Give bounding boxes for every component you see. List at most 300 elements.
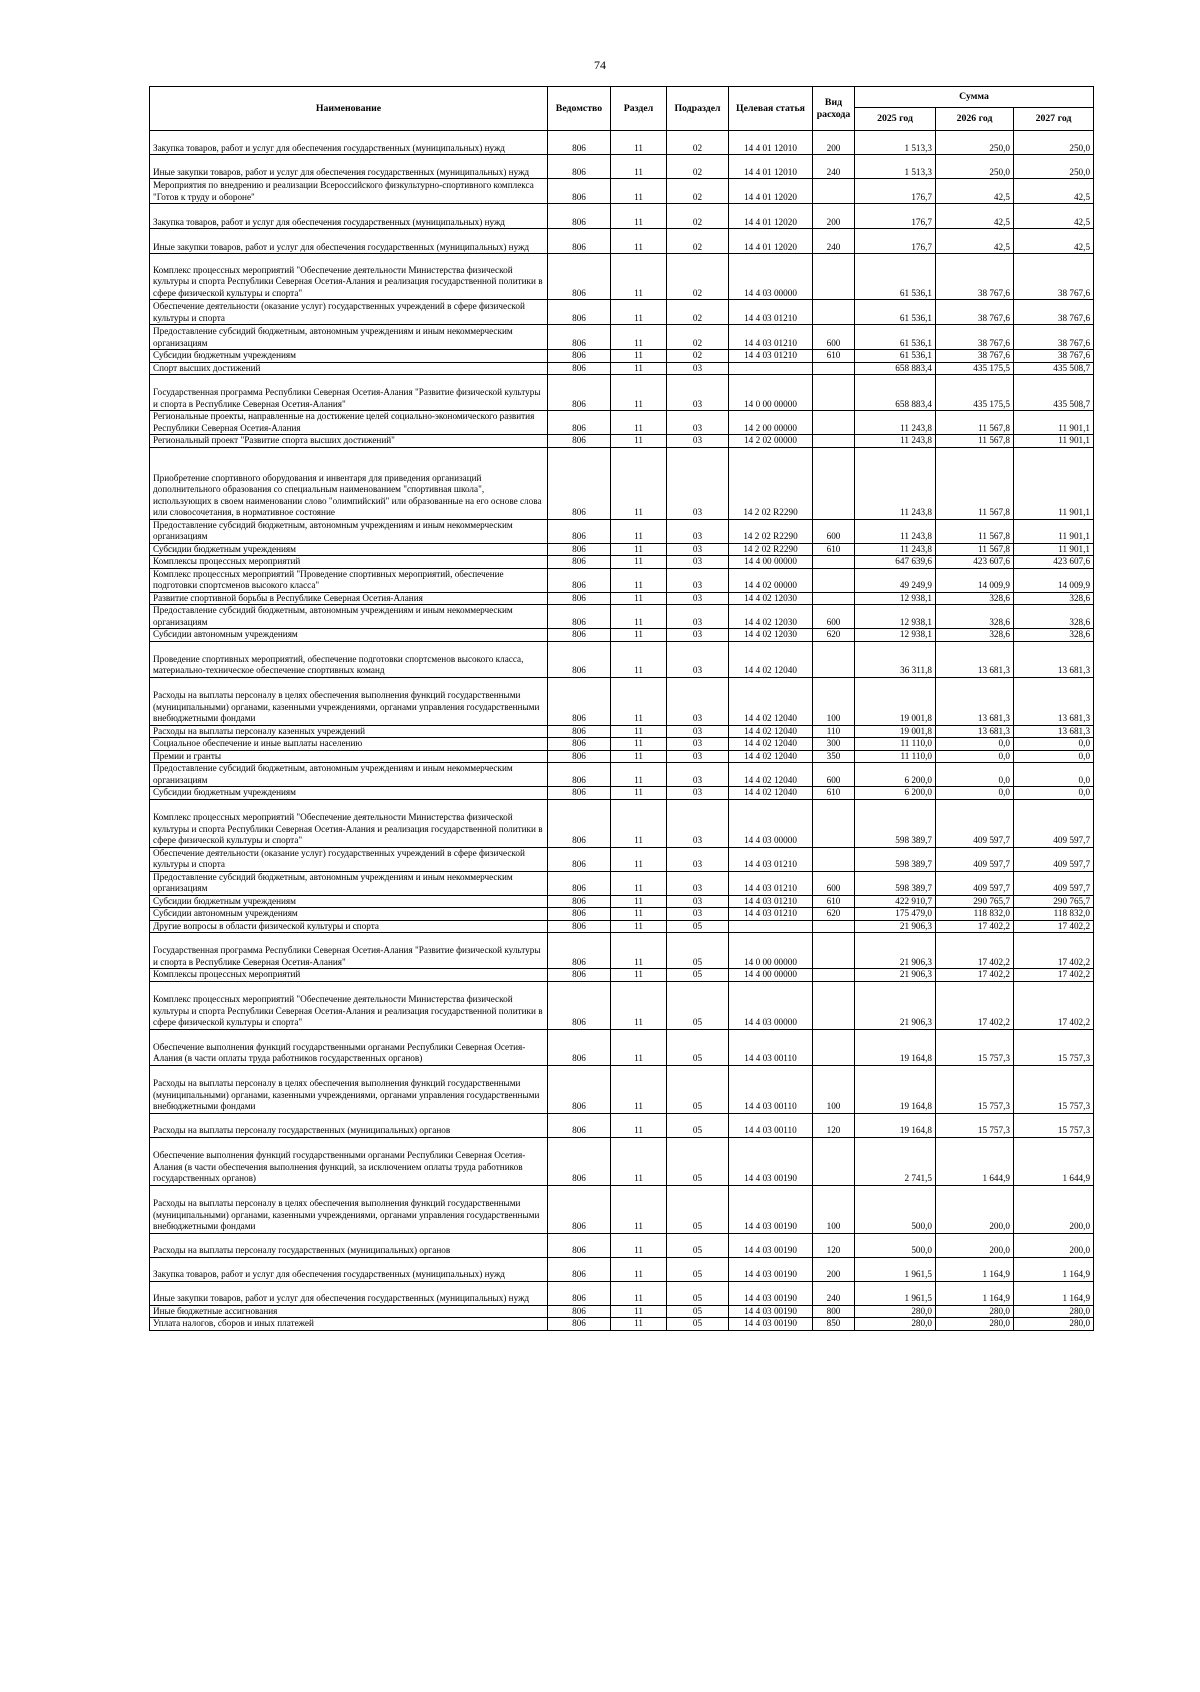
cell-section: 11 (611, 1281, 667, 1305)
cell-sum-2026: 1 644,9 (936, 1137, 1014, 1185)
cell-sum-2025: 21 906,3 (855, 981, 936, 1029)
cell-sum-2026: 280,0 (936, 1318, 1014, 1331)
cell-sum-2026: 328,6 (936, 629, 1014, 642)
cell-sum-2027: 38 767,6 (1014, 300, 1094, 325)
table-row (150, 362, 1094, 375)
cell-sum-2025: 21 906,3 (855, 969, 936, 982)
table-row (150, 556, 1094, 569)
cell-subsection: 03 (667, 641, 729, 677)
cell-sum-2025: 11 110,0 (855, 738, 936, 751)
cell-section: 11 (611, 1137, 667, 1185)
cell-sum-2027: 0,0 (1014, 787, 1094, 800)
cell-section: 11 (611, 543, 667, 556)
cell-subsection: 05 (667, 933, 729, 969)
cell-expense-type: 610 (813, 350, 855, 363)
cell-sum-2027: 328,6 (1014, 629, 1094, 642)
cell-target-article (729, 920, 813, 933)
header-section: Раздел (611, 87, 667, 131)
cell-subsection: 05 (667, 1305, 729, 1318)
cell-section: 11 (611, 605, 667, 629)
cell-expense-type: 620 (813, 908, 855, 921)
cell-department: 806 (548, 629, 611, 642)
cell-section: 11 (611, 350, 667, 363)
cell-department: 806 (548, 204, 611, 229)
table-row (150, 1318, 1094, 1331)
table-row (150, 519, 1094, 543)
cell-sum-2025: 2 741,5 (855, 1137, 936, 1185)
cell-sum-2025: 1 961,5 (855, 1281, 936, 1305)
cell-sum-2027: 42,5 (1014, 179, 1094, 204)
cell-sum-2026: 38 767,6 (936, 300, 1014, 325)
cell-section: 11 (611, 254, 667, 300)
cell-sum-2026: 15 757,3 (936, 1113, 1014, 1137)
cell-expense-type (813, 375, 855, 411)
header-year-2025: 2025 год (855, 108, 936, 131)
table-row (150, 411, 1094, 435)
cell-name: Комплекс процессных мероприятий "Проведение спортивных мероприятий, обеспечение подготовки спортсменов высокого класса" (150, 568, 548, 592)
cell-sum-2025: 12 938,1 (855, 629, 936, 642)
cell-name: Развитие спортивной борьбы в Республике Северная Осетия-Алания (150, 592, 548, 605)
cell-target-article: 14 4 02 12030 (729, 592, 813, 605)
cell-name: Уплата налогов, сборов и иных платежей (150, 1318, 548, 1331)
cell-target-article (729, 362, 813, 375)
cell-subsection: 03 (667, 629, 729, 642)
cell-target-article: 14 4 02 12040 (729, 725, 813, 738)
cell-subsection: 03 (667, 750, 729, 763)
cell-section: 11 (611, 447, 667, 519)
cell-name: Закупка товаров, работ и услуг для обеспечения государственных (муниципальных) нужд (150, 204, 548, 229)
cell-sum-2025: 658 883,4 (855, 362, 936, 375)
cell-name: Обеспечение деятельности (оказание услуг) государственных учреждений в сфере физической культуры и спорта (150, 300, 548, 325)
cell-target-article: 14 4 01 12010 (729, 131, 813, 155)
cell-sum-2027: 38 767,6 (1014, 325, 1094, 350)
cell-department: 806 (548, 895, 611, 908)
cell-target-article: 14 4 03 00000 (729, 799, 813, 847)
cell-subsection: 03 (667, 908, 729, 921)
cell-subsection: 03 (667, 605, 729, 629)
cell-sum-2025: 11 243,8 (855, 411, 936, 435)
cell-subsection: 05 (667, 1029, 729, 1065)
cell-section: 11 (611, 1257, 667, 1281)
table-row (150, 1185, 1094, 1233)
cell-target-article: 14 0 00 00000 (729, 375, 813, 411)
cell-target-article: 14 2 00 00000 (729, 411, 813, 435)
cell-expense-type: 800 (813, 1305, 855, 1318)
table-row (150, 871, 1094, 895)
table-row (150, 981, 1094, 1029)
cell-target-article: 14 2 02 R2290 (729, 519, 813, 543)
table-row (150, 179, 1094, 204)
cell-section: 11 (611, 933, 667, 969)
cell-expense-type (813, 1029, 855, 1065)
cell-department: 806 (548, 1318, 611, 1331)
cell-department: 806 (548, 641, 611, 677)
cell-section: 11 (611, 325, 667, 350)
cell-sum-2025: 6 200,0 (855, 787, 936, 800)
cell-sum-2025: 175 479,0 (855, 908, 936, 921)
cell-department: 806 (548, 1113, 611, 1137)
cell-sum-2027: 280,0 (1014, 1318, 1094, 1331)
cell-name: Обеспечение деятельности (оказание услуг) государственных учреждений в сфере физической культуры и спорта (150, 847, 548, 871)
cell-sum-2026: 42,5 (936, 229, 1014, 254)
cell-target-article: 14 4 02 00000 (729, 568, 813, 592)
cell-expense-type (813, 179, 855, 204)
table-row (150, 325, 1094, 350)
cell-sum-2025: 598 389,7 (855, 871, 936, 895)
cell-expense-type: 610 (813, 895, 855, 908)
cell-sum-2027: 409 597,7 (1014, 847, 1094, 871)
cell-sum-2025: 280,0 (855, 1318, 936, 1331)
cell-sum-2026: 423 607,6 (936, 556, 1014, 569)
table-row (150, 750, 1094, 763)
cell-name: Региональные проекты, направленные на достижение целей социально-экономического развития Республики Северная Осетия-Алания (150, 411, 548, 435)
cell-name: Комплексы процессных мероприятий (150, 969, 548, 982)
cell-subsection: 02 (667, 179, 729, 204)
table-row (150, 229, 1094, 254)
cell-department: 806 (548, 300, 611, 325)
cell-sum-2026: 118 832,0 (936, 908, 1014, 921)
cell-target-article: 14 4 00 00000 (729, 969, 813, 982)
cell-sum-2025: 11 243,8 (855, 435, 936, 448)
cell-department: 806 (548, 155, 611, 179)
table-header (150, 87, 1094, 131)
cell-subsection: 05 (667, 1257, 729, 1281)
cell-section: 11 (611, 435, 667, 448)
cell-name: Комплекс процессных мероприятий "Обеспечение деятельности Министерства физической культуры и спорта Республики Северная Осетия-Алания и реализация государственной политики в сфере физической культуры и спорта" (150, 254, 548, 300)
cell-target-article: 14 4 03 01210 (729, 300, 813, 325)
cell-name: Иные закупки товаров, работ и услуг для обеспечения государственных (муниципальных) нужд (150, 1281, 548, 1305)
cell-target-article: 14 4 03 00000 (729, 254, 813, 300)
cell-target-article: 14 4 03 01210 (729, 908, 813, 921)
cell-expense-type: 850 (813, 1318, 855, 1331)
cell-subsection: 02 (667, 229, 729, 254)
cell-expense-type: 240 (813, 1281, 855, 1305)
table-row (150, 375, 1094, 411)
cell-subsection: 03 (667, 799, 729, 847)
cell-department: 806 (548, 1065, 611, 1113)
cell-subsection: 05 (667, 1185, 729, 1233)
cell-sum-2026: 15 757,3 (936, 1029, 1014, 1065)
cell-sum-2027: 1 164,9 (1014, 1257, 1094, 1281)
cell-section: 11 (611, 1305, 667, 1318)
cell-sum-2027: 17 402,2 (1014, 969, 1094, 982)
cell-target-article: 14 4 03 00190 (729, 1233, 813, 1257)
cell-target-article: 14 4 03 00110 (729, 1029, 813, 1065)
cell-sum-2026: 0,0 (936, 763, 1014, 787)
cell-sum-2026: 0,0 (936, 750, 1014, 763)
cell-sum-2026: 200,0 (936, 1233, 1014, 1257)
cell-subsection: 05 (667, 1281, 729, 1305)
cell-department: 806 (548, 325, 611, 350)
table-row (150, 204, 1094, 229)
cell-sum-2026: 38 767,6 (936, 325, 1014, 350)
cell-section: 11 (611, 179, 667, 204)
table-row (150, 933, 1094, 969)
cell-sum-2027: 435 508,7 (1014, 362, 1094, 375)
cell-sum-2025: 11 110,0 (855, 750, 936, 763)
cell-sum-2027: 11 901,1 (1014, 519, 1094, 543)
cell-section: 11 (611, 592, 667, 605)
cell-subsection: 05 (667, 1318, 729, 1331)
cell-section: 11 (611, 750, 667, 763)
cell-sum-2025: 61 536,1 (855, 300, 936, 325)
cell-subsection: 02 (667, 155, 729, 179)
cell-subsection: 05 (667, 920, 729, 933)
cell-expense-type (813, 556, 855, 569)
cell-subsection: 03 (667, 435, 729, 448)
cell-target-article: 14 4 01 12010 (729, 155, 813, 179)
cell-expense-type: 200 (813, 204, 855, 229)
cell-sum-2026: 11 567,8 (936, 519, 1014, 543)
cell-department: 806 (548, 1185, 611, 1233)
cell-name: Расходы на выплаты персоналу государственных (муниципальных) органов (150, 1233, 548, 1257)
cell-sum-2027: 200,0 (1014, 1185, 1094, 1233)
header-year-2027: 2027 год (1014, 108, 1094, 131)
cell-section: 11 (611, 375, 667, 411)
cell-target-article: 14 0 00 00000 (729, 933, 813, 969)
table-row (150, 847, 1094, 871)
cell-subsection: 03 (667, 738, 729, 751)
cell-section: 11 (611, 411, 667, 435)
table-row (150, 1233, 1094, 1257)
cell-name: Расходы на выплаты персоналу в целях обеспечения выполнения функций государственными (муниципальными) органами, казенными учреждениями, органами управления государственными внебюджетными фондами (150, 1065, 548, 1113)
cell-target-article: 14 4 03 00190 (729, 1318, 813, 1331)
cell-expense-type (813, 362, 855, 375)
cell-department: 806 (548, 969, 611, 982)
cell-name: Социальное обеспечение и иные выплаты населению (150, 738, 548, 751)
page-number: 74 (594, 58, 606, 72)
cell-subsection: 03 (667, 556, 729, 569)
cell-sum-2025: 1 513,3 (855, 155, 936, 179)
cell-department: 806 (548, 229, 611, 254)
cell-sum-2027: 1 164,9 (1014, 1281, 1094, 1305)
cell-target-article: 14 2 02 00000 (729, 435, 813, 448)
cell-sum-2025: 6 200,0 (855, 763, 936, 787)
cell-subsection: 03 (667, 871, 729, 895)
cell-section: 11 (611, 725, 667, 738)
cell-expense-type (813, 300, 855, 325)
cell-target-article: 14 4 01 12020 (729, 204, 813, 229)
cell-section: 11 (611, 641, 667, 677)
cell-sum-2027: 118 832,0 (1014, 908, 1094, 921)
cell-target-article: 14 4 03 01210 (729, 847, 813, 871)
cell-expense-type: 100 (813, 1185, 855, 1233)
cell-target-article: 14 4 02 12030 (729, 605, 813, 629)
cell-subsection: 03 (667, 592, 729, 605)
cell-section: 11 (611, 787, 667, 800)
cell-subsection: 02 (667, 254, 729, 300)
cell-section: 11 (611, 155, 667, 179)
cell-name: Комплекс процессных мероприятий "Обеспечение деятельности Министерства физической культуры и спорта Республики Северная Осетия-Алания и реализация государственной политики в сфере физической культуры и спорта" (150, 981, 548, 1029)
cell-name: Субсидии бюджетным учреждениям (150, 787, 548, 800)
table-row (150, 725, 1094, 738)
cell-sum-2027: 328,6 (1014, 605, 1094, 629)
table-row (150, 763, 1094, 787)
cell-sum-2026: 328,6 (936, 605, 1014, 629)
cell-department: 806 (548, 447, 611, 519)
cell-sum-2026: 17 402,2 (936, 981, 1014, 1029)
cell-section: 11 (611, 300, 667, 325)
cell-subsection: 02 (667, 204, 729, 229)
cell-expense-type (813, 799, 855, 847)
cell-sum-2027: 0,0 (1014, 738, 1094, 751)
cell-name: Расходы на выплаты персоналу казенных учреждений (150, 725, 548, 738)
cell-department: 806 (548, 738, 611, 751)
cell-section: 11 (611, 556, 667, 569)
cell-section: 11 (611, 568, 667, 592)
cell-name: Субсидии бюджетным учреждениям (150, 895, 548, 908)
cell-subsection: 02 (667, 350, 729, 363)
cell-name: Государственная программа Республики Северная Осетия-Алания "Развитие физической культуры и спорта в Республике Северная Осетия-Алания" (150, 933, 548, 969)
table-row (150, 543, 1094, 556)
cell-expense-type (813, 920, 855, 933)
cell-sum-2025: 658 883,4 (855, 375, 936, 411)
table-row (150, 350, 1094, 363)
cell-expense-type: 240 (813, 155, 855, 179)
table-row (150, 908, 1094, 921)
cell-subsection: 02 (667, 300, 729, 325)
cell-sum-2026: 38 767,6 (936, 350, 1014, 363)
cell-sum-2027: 14 009,9 (1014, 568, 1094, 592)
cell-name: Предоставление субсидий бюджетным, автономным учреждениям и иным некоммерческим организациям (150, 325, 548, 350)
cell-department: 806 (548, 568, 611, 592)
table-row (150, 920, 1094, 933)
cell-name: Иные закупки товаров, работ и услуг для обеспечения государственных (муниципальных) нужд (150, 155, 548, 179)
cell-subsection: 03 (667, 411, 729, 435)
cell-subsection: 03 (667, 519, 729, 543)
cell-sum-2027: 328,6 (1014, 592, 1094, 605)
cell-name: Обеспечение выполнения функций государственными органами Республики Северная Осетия-Алания (в части обеспечения выполнения функций, за исключением оплаты труда работников государственных органов) (150, 1137, 548, 1185)
cell-name: Закупка товаров, работ и услуг для обеспечения государственных (муниципальных) нужд (150, 131, 548, 155)
cell-expense-type (813, 641, 855, 677)
cell-target-article: 14 4 03 00190 (729, 1281, 813, 1305)
cell-sum-2026: 1 164,9 (936, 1281, 1014, 1305)
cell-department: 806 (548, 435, 611, 448)
cell-department: 806 (548, 750, 611, 763)
cell-sum-2025: 21 906,3 (855, 920, 936, 933)
cell-department: 806 (548, 799, 611, 847)
cell-name: Расходы на выплаты персоналу в целях обеспечения выполнения функций государственными (муниципальными) органами, казенными учреждениями, органами управления государственными внебюджетными фондами (150, 1185, 548, 1233)
cell-sum-2027: 250,0 (1014, 131, 1094, 155)
cell-sum-2026: 17 402,2 (936, 920, 1014, 933)
cell-department: 806 (548, 543, 611, 556)
cell-section: 11 (611, 738, 667, 751)
table-row (150, 300, 1094, 325)
cell-sum-2025: 61 536,1 (855, 254, 936, 300)
cell-subsection: 03 (667, 787, 729, 800)
cell-department: 806 (548, 362, 611, 375)
cell-name: Государственная программа Республики Северная Осетия-Алания "Развитие физической культуры и спорта в Республике Северная Осетия-Алания" (150, 375, 548, 411)
cell-sum-2025: 280,0 (855, 1305, 936, 1318)
cell-expense-type: 600 (813, 605, 855, 629)
cell-expense-type: 120 (813, 1113, 855, 1137)
cell-section: 11 (611, 799, 667, 847)
table-row (150, 131, 1094, 155)
cell-sum-2026: 0,0 (936, 738, 1014, 751)
cell-sum-2025: 19 164,8 (855, 1113, 936, 1137)
cell-sum-2027: 423 607,6 (1014, 556, 1094, 569)
cell-section: 11 (611, 629, 667, 642)
cell-subsection: 03 (667, 375, 729, 411)
cell-sum-2027: 409 597,7 (1014, 871, 1094, 895)
cell-sum-2026: 200,0 (936, 1185, 1014, 1233)
header-sum: Сумма (855, 87, 1094, 108)
cell-sum-2025: 11 243,8 (855, 447, 936, 519)
cell-department: 806 (548, 871, 611, 895)
cell-target-article: 14 2 02 R2290 (729, 543, 813, 556)
cell-expense-type (813, 447, 855, 519)
header-name: Наименование (150, 87, 548, 131)
cell-sum-2026: 250,0 (936, 155, 1014, 179)
cell-department: 806 (548, 847, 611, 871)
table-body (150, 131, 1094, 1331)
cell-target-article: 14 4 03 00110 (729, 1113, 813, 1137)
cell-target-article: 14 4 02 12030 (729, 629, 813, 642)
header-target-article: Целевая статья (729, 87, 813, 131)
cell-target-article: 14 4 03 01210 (729, 325, 813, 350)
cell-sum-2025: 500,0 (855, 1233, 936, 1257)
cell-expense-type (813, 592, 855, 605)
cell-subsection: 03 (667, 763, 729, 787)
cell-department: 806 (548, 933, 611, 969)
header-year-2026: 2026 год (936, 108, 1014, 131)
cell-target-article: 14 4 00 00000 (729, 556, 813, 569)
cell-department: 806 (548, 920, 611, 933)
table-row (150, 738, 1094, 751)
table-row (150, 677, 1094, 725)
cell-sum-2026: 11 567,8 (936, 543, 1014, 556)
cell-expense-type: 600 (813, 519, 855, 543)
cell-expense-type (813, 847, 855, 871)
header-subsection: Подраздел (667, 87, 729, 131)
table-row (150, 641, 1094, 677)
cell-sum-2026: 13 681,3 (936, 641, 1014, 677)
cell-section: 11 (611, 1029, 667, 1065)
cell-sum-2027: 15 757,3 (1014, 1113, 1094, 1137)
cell-sum-2027: 435 508,7 (1014, 375, 1094, 411)
cell-sum-2025: 1 513,3 (855, 131, 936, 155)
cell-expense-type: 600 (813, 871, 855, 895)
cell-sum-2025: 19 001,8 (855, 725, 936, 738)
table-row (150, 969, 1094, 982)
cell-name: Предоставление субсидий бюджетным, автономным учреждениям и иным некоммерческим организациям (150, 519, 548, 543)
cell-sum-2025: 12 938,1 (855, 592, 936, 605)
cell-name: Премии и гранты (150, 750, 548, 763)
table-row (150, 254, 1094, 300)
cell-department: 806 (548, 556, 611, 569)
cell-name: Комплекс процессных мероприятий "Обеспечение деятельности Министерства физической культуры и спорта Республики Северная Осетия-Алания и реализация государственной политики в сфере физической культуры и спорта" (150, 799, 548, 847)
cell-section: 11 (611, 1113, 667, 1137)
cell-section: 11 (611, 362, 667, 375)
cell-subsection: 03 (667, 447, 729, 519)
cell-expense-type (813, 568, 855, 592)
cell-subsection: 03 (667, 362, 729, 375)
cell-expense-type: 610 (813, 787, 855, 800)
cell-name: Субсидии автономным учреждениям (150, 629, 548, 642)
cell-name: Субсидии автономным учреждениям (150, 908, 548, 921)
cell-sum-2027: 38 767,6 (1014, 254, 1094, 300)
cell-sum-2026: 13 681,3 (936, 677, 1014, 725)
cell-sum-2026: 17 402,2 (936, 933, 1014, 969)
cell-expense-type: 610 (813, 543, 855, 556)
cell-target-article: 14 4 03 00110 (729, 1065, 813, 1113)
cell-sum-2026: 409 597,7 (936, 799, 1014, 847)
cell-sum-2026: 409 597,7 (936, 871, 1014, 895)
cell-name: Иные бюджетные ассигнования (150, 1305, 548, 1318)
cell-name: Предоставление субсидий бюджетным, автономным учреждениям и иным некоммерческим организациям (150, 871, 548, 895)
cell-name: Другие вопросы в области физической культуры и спорта (150, 920, 548, 933)
table-row (150, 1113, 1094, 1137)
